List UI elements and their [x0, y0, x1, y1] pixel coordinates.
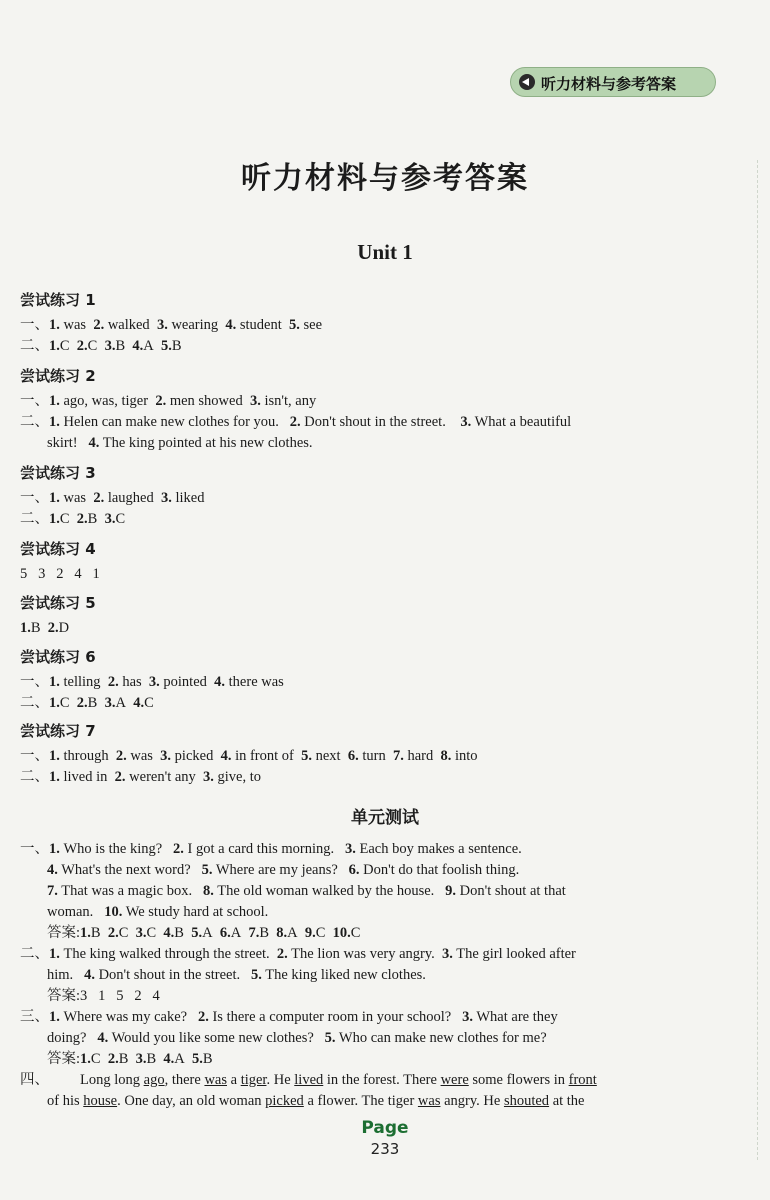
answer-line: 一、1. telling 2. has 3. pointed 4. there was — [20, 674, 284, 690]
answer-line: skirt! 4. The king pointed at his new clothes. — [47, 435, 313, 451]
header-tab — [510, 67, 716, 97]
unit-title: Unit 1 — [357, 240, 413, 264]
passage-line: 四、 Long long ago, there was a tiger. He lived in the forest. There were some flowers in front — [20, 1072, 597, 1088]
answer-key-line: 答案:1.C 2.B 3.B 4.A 5.B — [47, 1051, 213, 1067]
section-heading: 尝试练习 4 — [20, 540, 96, 558]
test-line: 二、1. The king walked through the street. 2. The lion was very angry. 3. The girl looked after — [20, 946, 576, 962]
answer-line: 二、1.C 2.B 3.C — [20, 511, 126, 527]
test-line: 一、1. Who is the king? 2. I got a card this morning. 3. Each boy makes a sentence. — [20, 841, 522, 857]
page-label: Page — [361, 1118, 409, 1138]
answer-line: 一、1. ago, was, tiger 2. men showed 3. isn't, any — [20, 393, 317, 409]
answer-line: 二、1. lived in 2. weren't any 3. give, to — [20, 769, 262, 785]
page-number: 233 — [370, 1140, 400, 1158]
section-heading: 尝试练习 3 — [20, 464, 96, 482]
answer-line: 二、1. Helen can make new clothes for you. 2. Don't shout in the street. 3. What a beautiful — [20, 414, 572, 430]
section-heading: 尝试练习 6 — [20, 648, 96, 666]
answer-line: 一、1. through 2. was 3. picked 4. in front of 5. next 6. turn 7. hard 8. into — [20, 748, 478, 764]
test-line: him. 4. Don't shout in the street. 5. The king liked new clothes. — [47, 967, 426, 983]
test-line: doing? 4. Would you like some new clothes? 5. Who can make new clothes for me? — [47, 1030, 547, 1046]
answer-line: 5 3 2 4 1 — [20, 566, 100, 582]
answer-line: 1.B 2.D — [20, 620, 70, 636]
arrow-left-icon — [519, 74, 535, 90]
tab-label: 听力材料与参考答案 — [541, 75, 677, 93]
test-line: 三、1. Where was my cake? 2. Is there a computer room in your school? 3. What are they — [20, 1009, 558, 1025]
test-line: 4. What's the next word? 5. Where are my jeans? 6. Don't do that foolish thing. — [47, 862, 520, 878]
section-heading: 尝试练习 5 — [20, 594, 96, 612]
section-heading: 尝试练习 1 — [20, 291, 96, 309]
unit-test-heading: 单元测试 — [351, 808, 419, 828]
page-title: 听力材料与参考答案 — [241, 161, 529, 196]
answer-key-line: 答案:1.B 2.C 3.C 4.B 5.A 6.A 7.B 8.A 9.C 10.C — [47, 925, 361, 941]
section-heading: 尝试练习 2 — [20, 367, 96, 385]
answer-line: 二、1.C 2.C 3.B 4.A 5.B — [20, 338, 182, 354]
passage-line: of his house. One day, an old woman picked a flower. The tiger was angry. He shouted at the — [47, 1093, 585, 1109]
dashed-rule — [756, 160, 758, 1160]
answer-key-line: 答案:3 1 5 2 4 — [47, 988, 160, 1004]
answer-line: 一、1. was 2. walked 3. wearing 4. student 5. see — [20, 317, 323, 333]
test-line: 7. That was a magic box. 8. The old woman walked by the house. 9. Don't shout at that — [47, 883, 566, 899]
answer-line: 一、1. was 2. laughed 3. liked — [20, 490, 205, 506]
section-heading: 尝试练习 7 — [20, 722, 96, 740]
answer-line: 二、1.C 2.B 3.A 4.C — [20, 695, 154, 711]
test-line: woman. 10. We study hard at school. — [47, 904, 269, 920]
